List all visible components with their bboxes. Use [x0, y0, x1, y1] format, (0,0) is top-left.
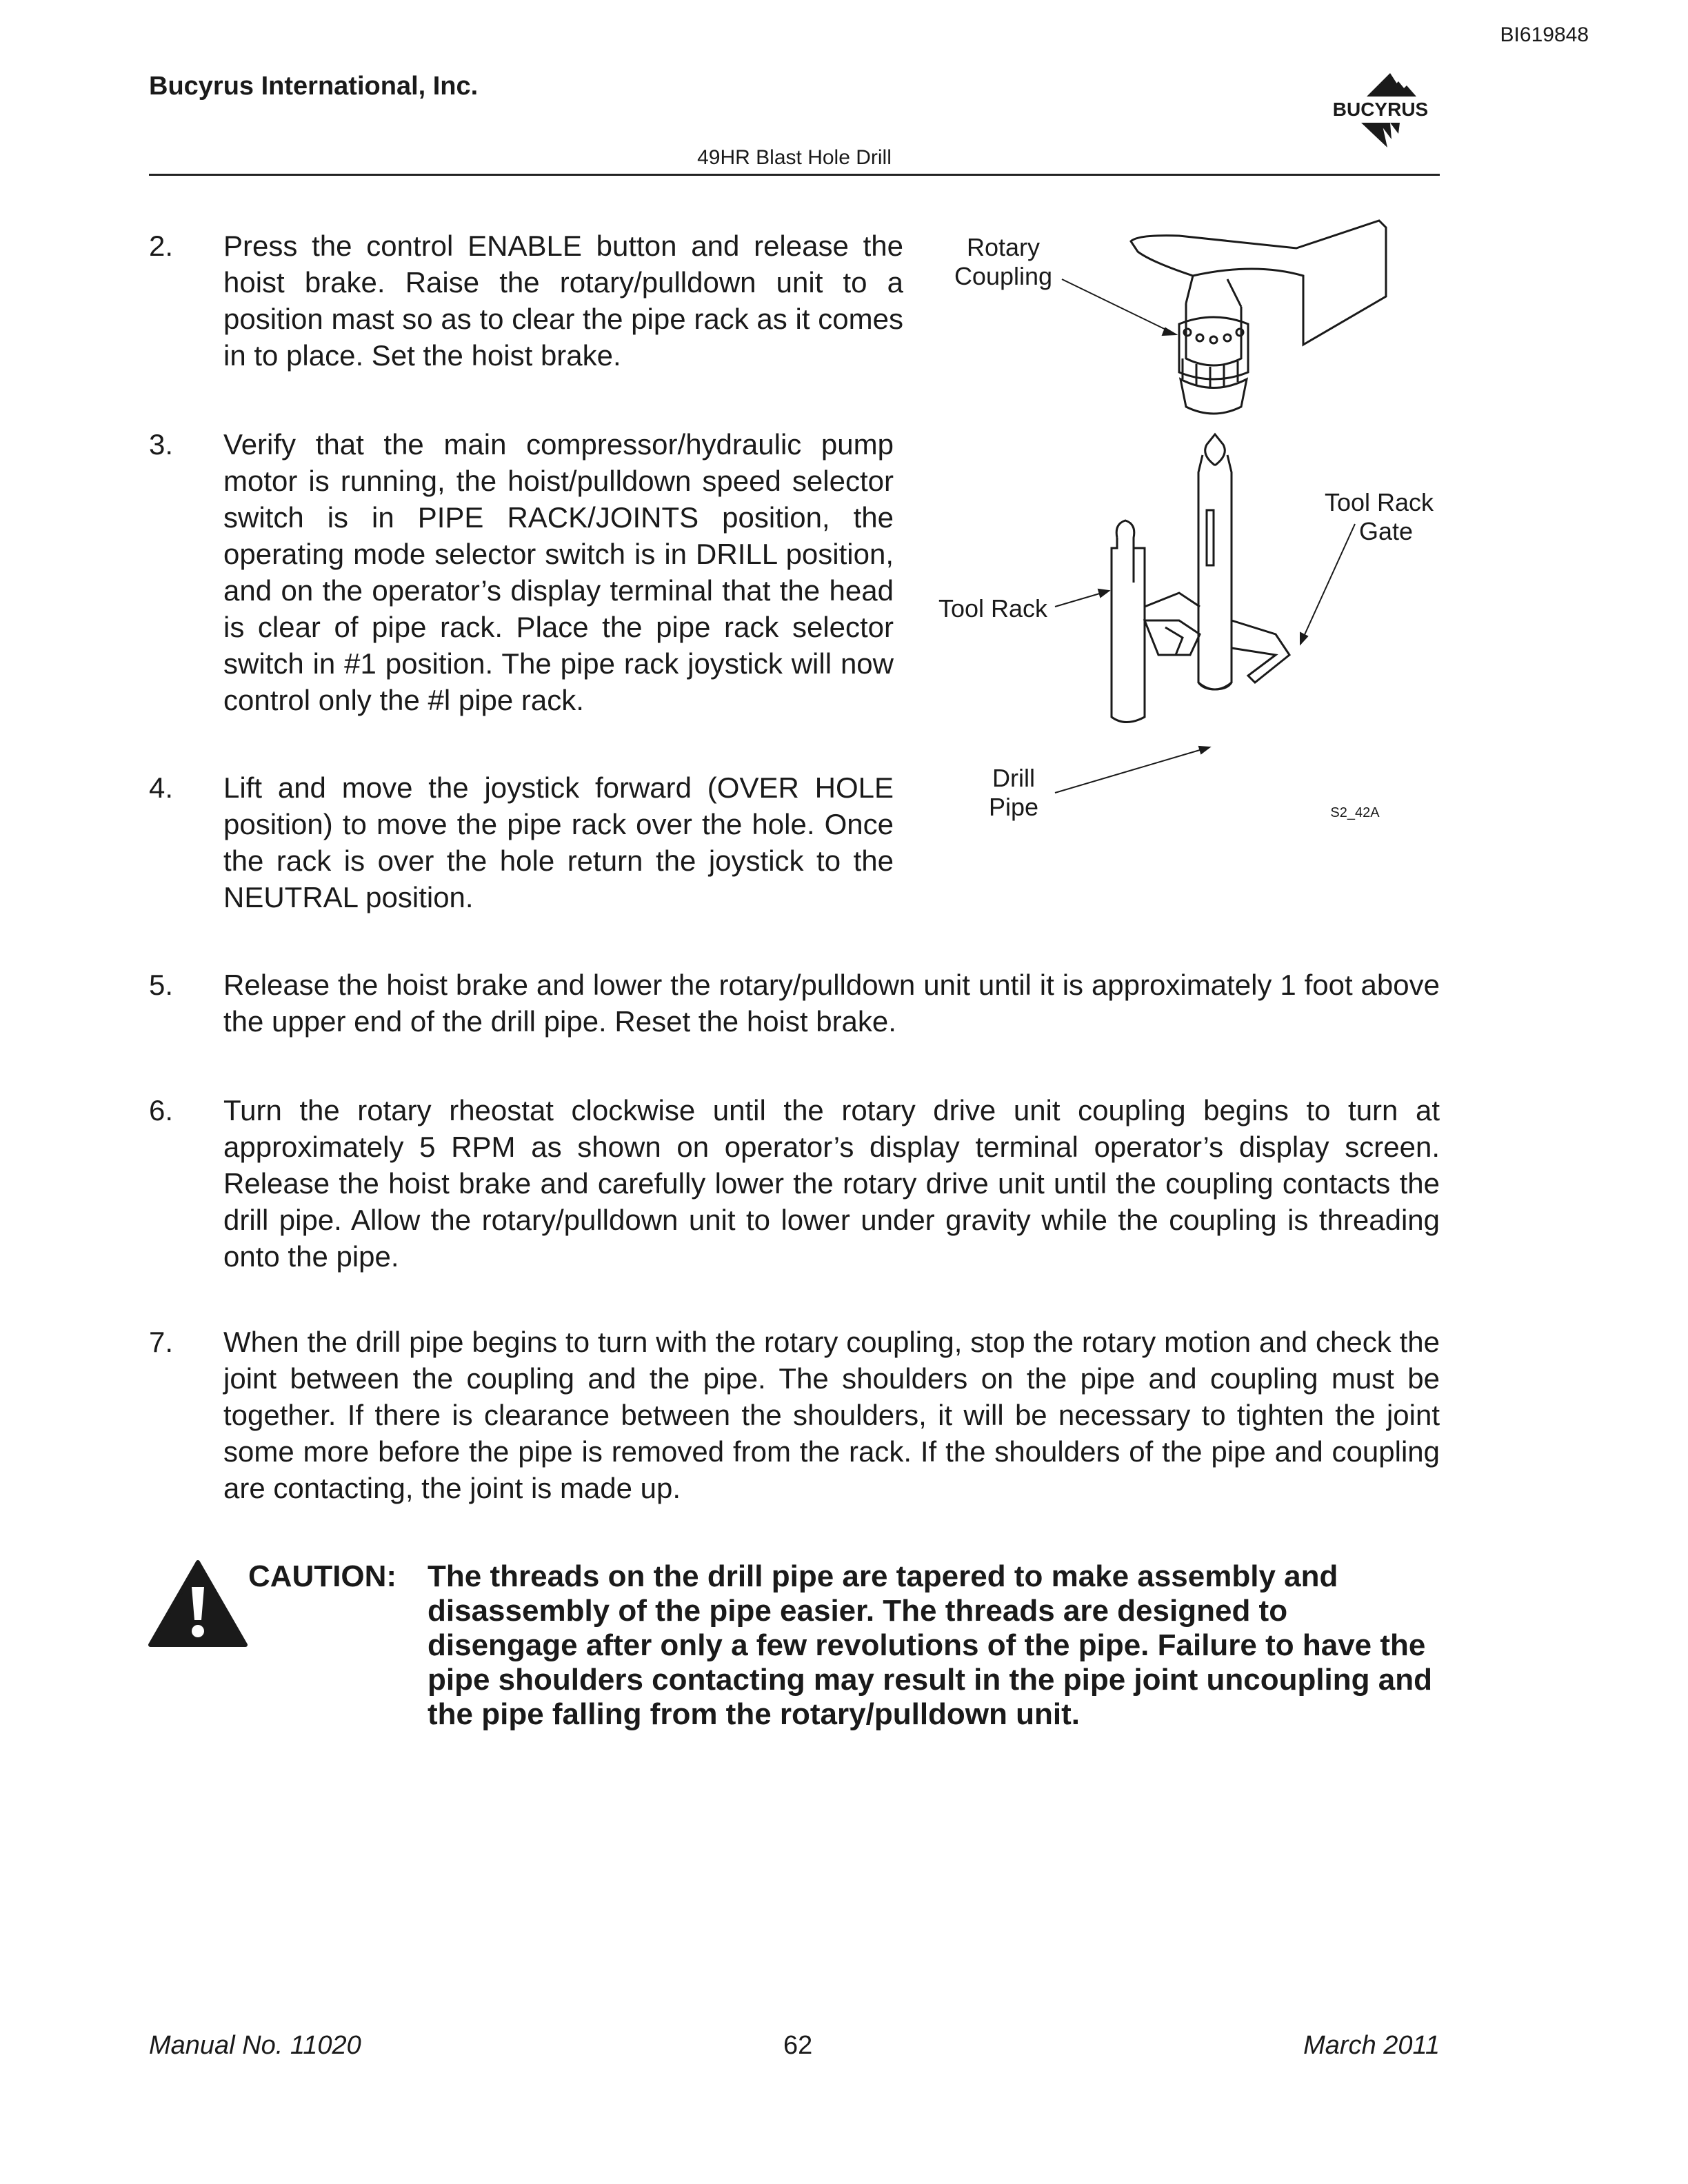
label-coupling: Coupling	[954, 262, 1053, 290]
step-number: 3.	[149, 428, 174, 461]
footer-page-number: 62	[783, 2031, 813, 2060]
step-number: 4.	[149, 771, 174, 804]
bucyrus-logo	[1318, 73, 1443, 150]
label-tool-rack: Tool Rack	[938, 594, 1048, 623]
caution-text: The threads on the drill pipe are tapered to make assembly and disassembly of the pipe easier. The threads are designed to disengage after only a few revolutions of the pipe. Failure to have the pipe shoulders contacting may result in the pipe joint uncoupling and the pipe falling from the rotary/pulldown unit.	[428, 1559, 1432, 1731]
footer-manual-number: Manual No. 11020	[149, 2031, 361, 2060]
warning-triangle-icon	[148, 1559, 248, 1649]
step-text: Lift and move the joystick forward (OVER HOLE position) to move the pipe rack over the hole. Once the rack is over the hole return the joystick to the NEUTRAL position.	[223, 771, 894, 913]
logo-text: BUCYRUS	[1332, 99, 1429, 120]
step-text: When the drill pipe begins to turn with the rotary coupling, stop the rotary motion and check the joint between the coupling and the pipe. The shoulders on the pipe and coupling must be together. If there is clearance between the shoulders, it will be necessary to tighten the joint some more before the pipe is removed from the rack. If the shoulders of the pipe and coupling are contacting, the joint is made up.	[223, 1326, 1440, 1504]
pipe-rack-figure	[931, 207, 1448, 841]
label-tool-rack-gate-line1: Tool Rack	[1324, 488, 1434, 516]
footer-date: March 2011	[1303, 2031, 1440, 2060]
label-pipe: Pipe	[988, 793, 1039, 821]
step-number: 2.	[149, 230, 174, 262]
step-text: Release the hoist brake and lower the rotary/pulldown unit until it is approximately 1 foot above the upper end of the drill pipe. Reset the hoist brake.	[223, 969, 1440, 1038]
label-tool-rack-gate-line2: Gate	[1358, 517, 1414, 545]
document-subtitle: 49HR Blast Hole Drill	[697, 146, 892, 169]
step-text: Press the control ENABLE button and release the hoist brake. Raise the rotary/pulldown unit to a position mast so as to clear the pipe rack as it comes in to place. Set the hoist brake.	[223, 230, 903, 372]
step-text: Turn the rotary rheostat clockwise until the rotary drive unit coupling begins to turn at approximately 5 RPM as shown on operator’s display terminal operator’s display screen. Release the hoist brake and carefully lower the rotary drive unit until the coupling contacts the drill pipe. Allow the rotary/pulldown unit to lower under gravity while the coupling is threading onto the pipe.	[223, 1094, 1440, 1273]
figure-code: S2_42A	[1330, 805, 1380, 820]
document-id: BI619848	[1500, 23, 1589, 46]
step-number: 6.	[149, 1094, 174, 1126]
label-rotary: Rotary	[966, 233, 1041, 261]
label-drill: Drill	[992, 764, 1035, 792]
step-number: 5.	[149, 969, 174, 1001]
step-text: Verify that the main compressor/hydraulic pump motor is running, the hoist/pulldown speed selector switch is in PIPE RACK/JOINTS position, the operating mode selector switch is in DRILL position, and on the operator’s display terminal that the head is clear of pipe rack. Place the pipe rack selector switch in #1 position. The pipe rack joystick will now control only the #l pipe rack.	[223, 428, 894, 716]
company-name: Bucyrus International, Inc.	[149, 72, 479, 101]
step-number: 7.	[149, 1326, 174, 1358]
header-rule	[149, 174, 1440, 176]
caution-label: CAUTION:	[248, 1559, 397, 1593]
